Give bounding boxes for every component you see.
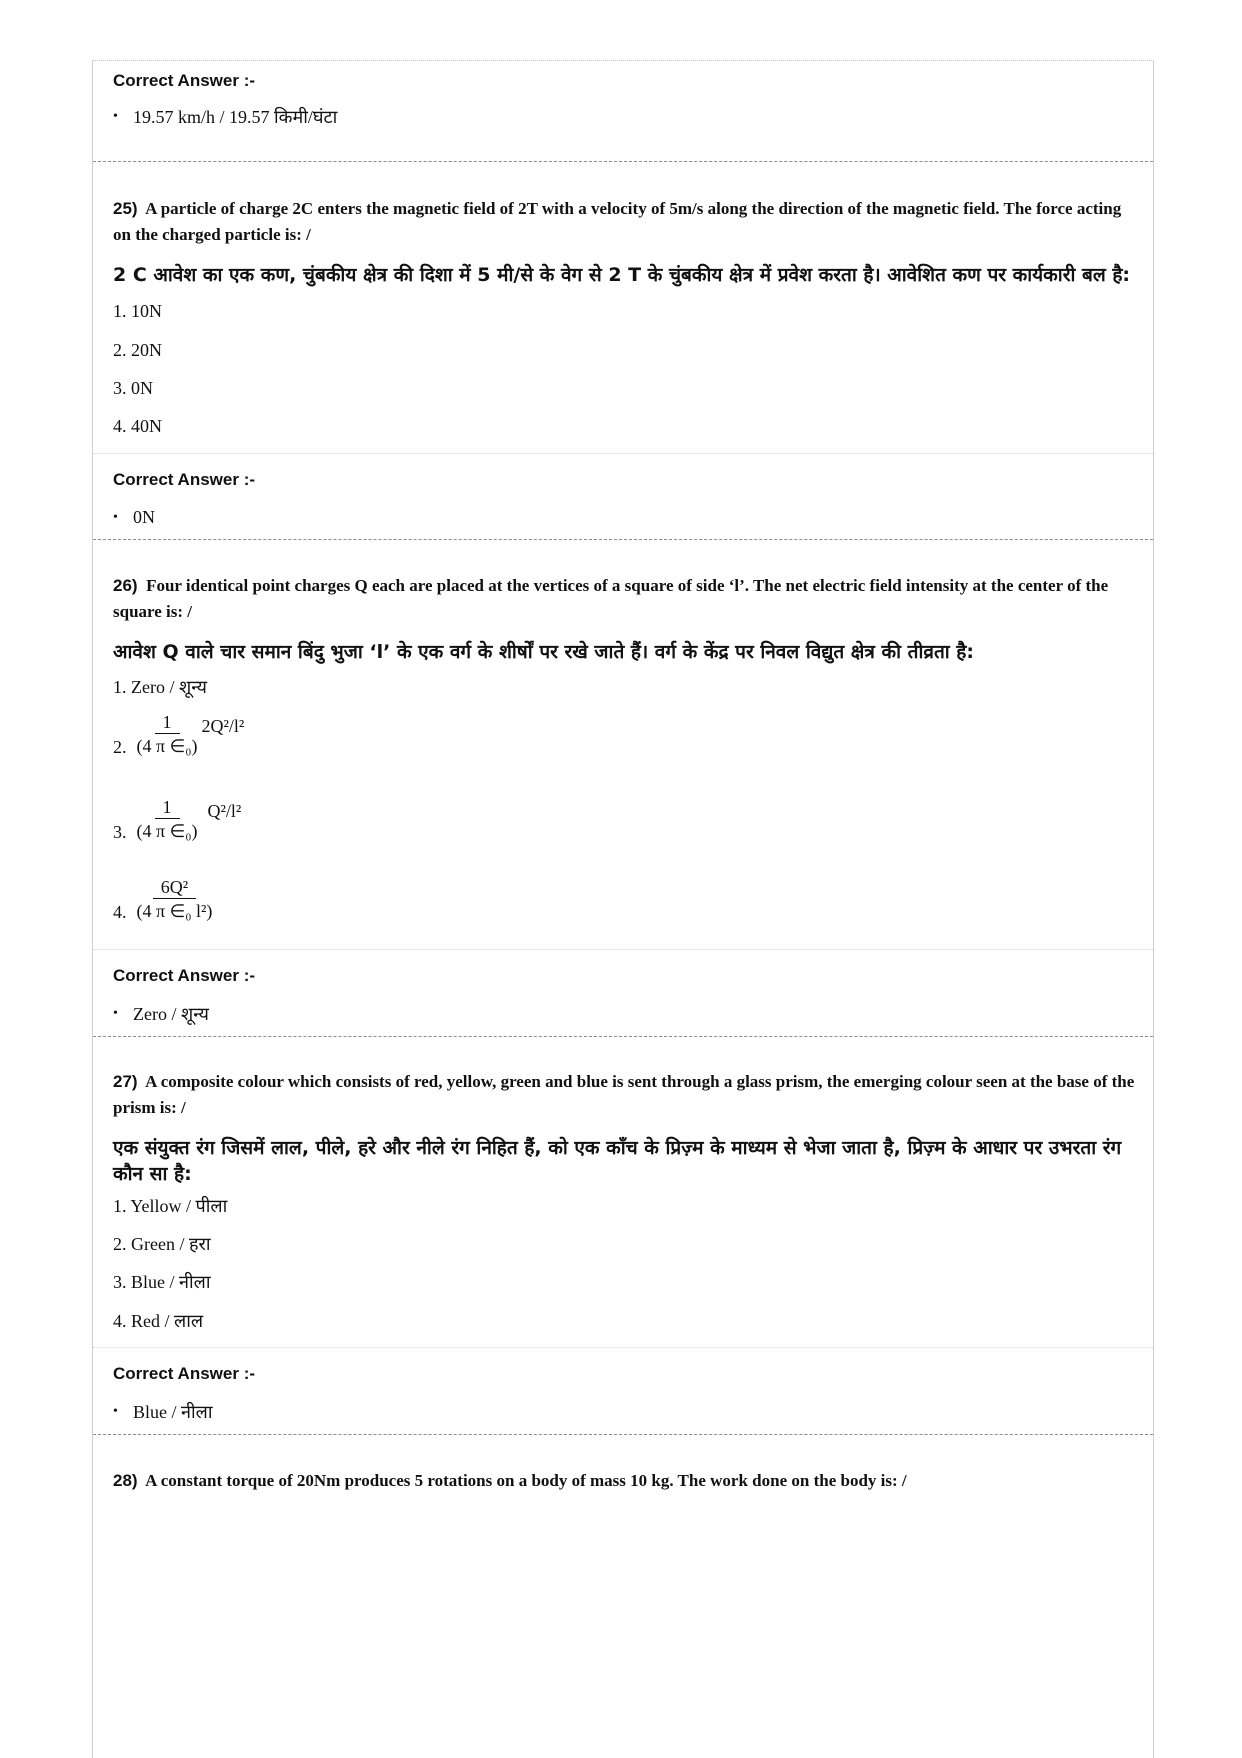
correct-answer-value: • 19.57 km/h / 19.57 किमी/घंटा [113, 105, 1133, 129]
option-index: 2. [113, 737, 127, 757]
option-4 [113, 876, 212, 923]
exam-page [92, 60, 1154, 1758]
option-index: 3. [113, 822, 127, 842]
question-text-hindi: आवेश Q वाले चार समान बिंदु भुजा ‘l’ के एक वर्ग के शीर्षों पर रखे जाते हैं। वर्ग के केंद्र पर निवल विद्युत क्षेत्र की तीव्रता है: [113, 641, 974, 663]
correct-answer-value: • 0N [113, 507, 155, 528]
question-text: Four identical point charges Q each are placed at the vertices of a square of side ‘l’. The net electric field intensity at the center of the square is: / [113, 576, 1109, 621]
option-2: 2. Green / हरा [113, 1234, 211, 1254]
correct-answer-block-26 [93, 949, 1153, 1036]
correct-answer-label: Correct Answer :- [113, 1364, 256, 1383]
correct-answer-value: • Blue / नीला [113, 1400, 213, 1424]
correct-answer-block-25 [93, 453, 1153, 539]
fraction [137, 876, 213, 923]
formula [137, 711, 245, 758]
question-26 [113, 573, 1138, 665]
question-separator [93, 161, 1153, 162]
question-separator [93, 1036, 1153, 1037]
formula-tail: 2Q²/l² [201, 716, 245, 736]
option-4: 4. 40N [113, 416, 162, 436]
fraction-denominator: (4 π ∈₀) [136, 736, 198, 756]
question-text-hindi: 2 C आवेश का एक कण, चुंबकीय क्षेत्र की दिशा में 5 मी/से के वेग से 2 T के चुंबकीय क्षेत्र में प्रवेश करता है। आवेशित कण पर कार्यकारी बल है: [113, 264, 1131, 286]
question-text: A constant torque of 20Nm produces 5 rotations on a body of mass 10 kg. The work done on the body is: / [145, 1471, 907, 1490]
correct-answer-label: Correct Answer :- [113, 966, 256, 985]
option-2 [113, 711, 244, 758]
option-2: 2. 20N [113, 340, 162, 360]
question-number: 25) [113, 199, 138, 218]
question-separator [93, 539, 1153, 540]
question-text-hindi: एक संयुक्त रंग जिसमें लाल, पीले, हरे और नीले रंग निहित हैं, को एक काँच के प्रिज़्म के माध्यम से भेजा जाता है, प्रिज़्म के आधार पर उभरता रंग कौन सा है: [113, 1137, 1122, 1185]
correct-answer-label: Correct Answer :- [113, 71, 256, 90]
question-text: A composite colour which consists of red, yellow, green and blue is sent through a glass prism, the emerging colour seen at the base of the prism is: / [113, 1072, 1135, 1117]
fraction-denominator: (4 π ∈₀) [136, 821, 198, 841]
option-1: 1. Zero / शून्य [113, 677, 207, 697]
fraction-denominator: (4 π ∈₀ l²) [136, 901, 213, 921]
option-3 [113, 796, 241, 843]
correct-answer-block-24 [113, 61, 1133, 129]
formula-tail: Q²/l² [207, 801, 242, 821]
option-3: 3. 0N [113, 378, 153, 398]
question-27 [113, 1069, 1138, 1187]
correct-answer-block-27 [93, 1347, 1153, 1434]
option-1: 1. Yellow / पीला [113, 1196, 228, 1216]
question-text: A particle of charge 2C enters the magnetic field of 2T with a velocity of 5m/s along the direction of the magnetic field. The force acting on the charged particle is: / [113, 199, 1122, 244]
option-1: 1. 10N [113, 301, 162, 321]
correct-answer-value: • Zero / शून्य [113, 1002, 209, 1026]
formula [137, 876, 213, 923]
question-25 [113, 196, 1138, 288]
option-3: 3. Blue / नीला [113, 1272, 211, 1292]
formula [137, 796, 242, 843]
fraction-numerator: 1 [155, 711, 180, 734]
question-number: 28) [113, 1471, 138, 1490]
fraction [137, 711, 198, 758]
question-number: 27) [113, 1072, 138, 1091]
fraction-numerator: 6Q² [153, 876, 196, 899]
correct-answer-label: Correct Answer :- [113, 470, 256, 489]
option-4: 4. Red / लाल [113, 1311, 204, 1331]
fraction-numerator: 1 [155, 796, 180, 819]
option-index: 4. [113, 902, 127, 922]
question-number: 26) [113, 576, 138, 595]
fraction [137, 796, 198, 843]
question-28 [113, 1468, 1138, 1494]
question-separator [93, 1434, 1153, 1435]
